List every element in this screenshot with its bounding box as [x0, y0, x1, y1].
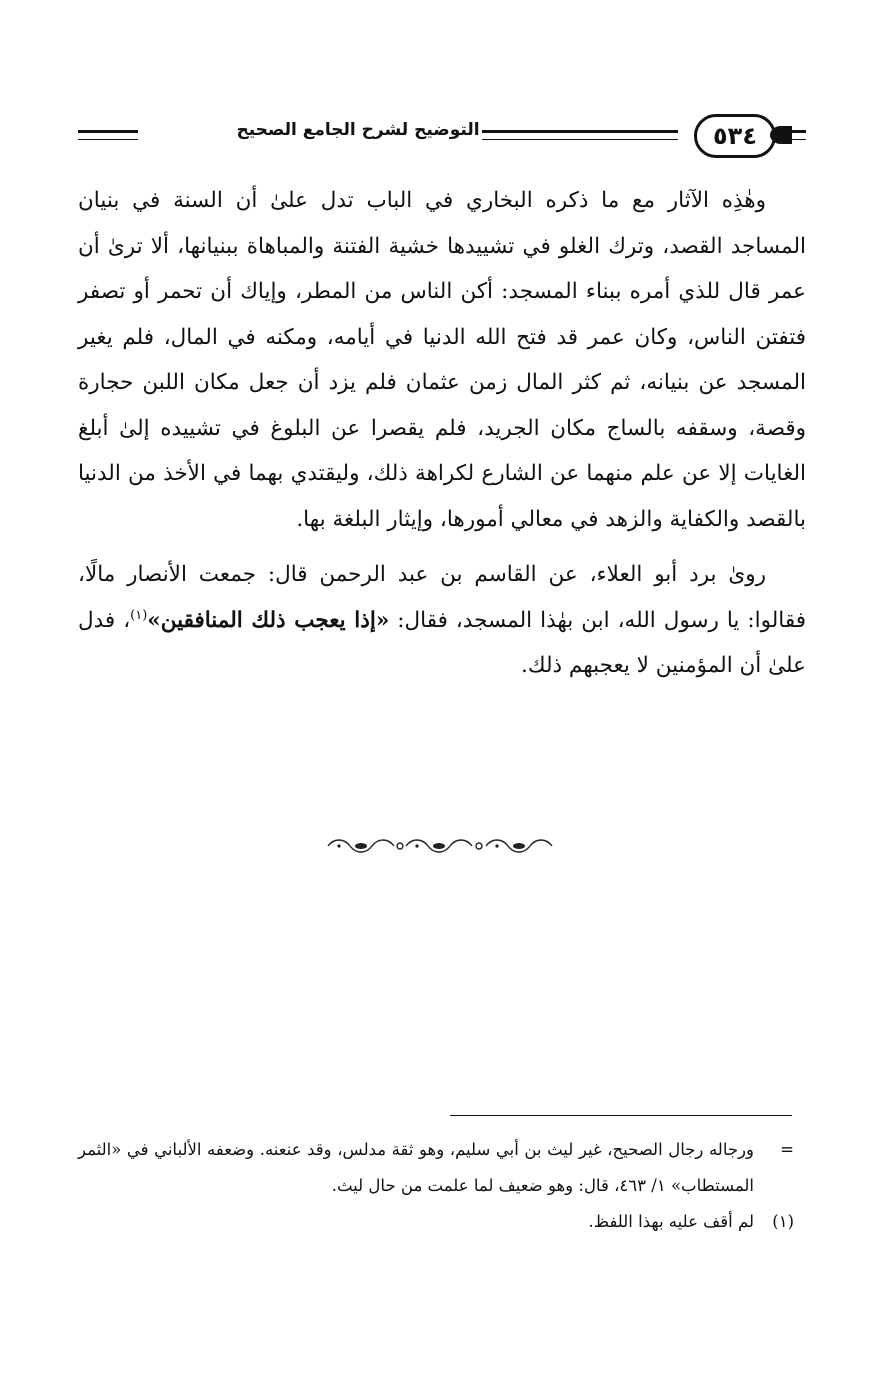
page-number-badge: [694, 114, 776, 158]
footnote-separator: [450, 1115, 792, 1116]
footnote-1: [78, 1204, 798, 1240]
footnote-1-text: لم أقف عليه بهذا اللفظ.: [588, 1212, 754, 1231]
continuation-mark: =: [780, 1140, 794, 1159]
footnote-1-mark: (١): [772, 1212, 794, 1231]
paragraph-2-tail: ، فدل علىٰ أن المؤمنين لا يعجبهم ذلك.: [78, 607, 806, 678]
floral-divider-icon: [322, 834, 558, 858]
page-number: ٥٣٤: [713, 122, 757, 150]
paragraph-2: [78, 552, 806, 689]
badge-tail-icon: [770, 126, 792, 144]
running-title: التوضيح لشرح الجامع الصحيح: [234, 120, 482, 140]
footnote-continuation: [78, 1132, 798, 1204]
paragraph-2-lead: روىٰ برد أبو العلاء، عن القاسم بن عبد الرحمن قال: جمعت الأنصار مالًا، فقالوا: يا رسول الله، ابن بهٰذا المسجد، فقال:: [78, 562, 806, 633]
header-rule-left-top: [78, 130, 138, 133]
paragraph-1: وهٰذِه الآثار مع ما ذكره البخاري في الباب تدل علىٰ أن السنة في بنيان المساجد القصد، وترك الغلو في تشييدها خشية الفتنة والمباهاة ببنيانها، ألا ترىٰ أن عمر قال للذي أمره ببناء المسجد: أكن الناس من المطر، وإياك أن تحمر أو تصفر فتفتن الناس، وكان عمر قد فتح الله الدنيا في أيامه، ومكنه في المال، فلم يغير المسجد عن بنيانه، ثم كثر المال زمن عثمان فلم يزد أن جعل مكان اللبن حجارة وقصة، وسقفه بالساج مكان الجريد، فلم يقصرا عن البلوغ في تشييده إلىٰ أبلغ الغايات إلا عن علم منهما عن الشارع لكراهة ذلك، وليقتدي بهما في الأخذ من الدنيا بالقصد والكفاية والزهد في معالي أمورها، وإيثار البلغة بها.: [78, 188, 806, 532]
footnote-ref-1: (١): [130, 607, 148, 623]
continuation-text: ورجاله رجال الصحيح، غير ليث بن أبي سليم، وهو ثقة مدلس، وقد عنعنه. وضعفه الألباني في «الثمر المستطاب» ١/ ٤٦٣، قال: وهو ضعيف لما علمت من حال ليث.: [78, 1140, 754, 1195]
running-header: [78, 112, 806, 164]
header-rule-left-bottom: [78, 139, 138, 140]
main-text: [78, 178, 806, 689]
hadith-quote: «إذا يعجب ذلك المنافقين»: [147, 607, 390, 633]
footnotes: [78, 1132, 798, 1240]
